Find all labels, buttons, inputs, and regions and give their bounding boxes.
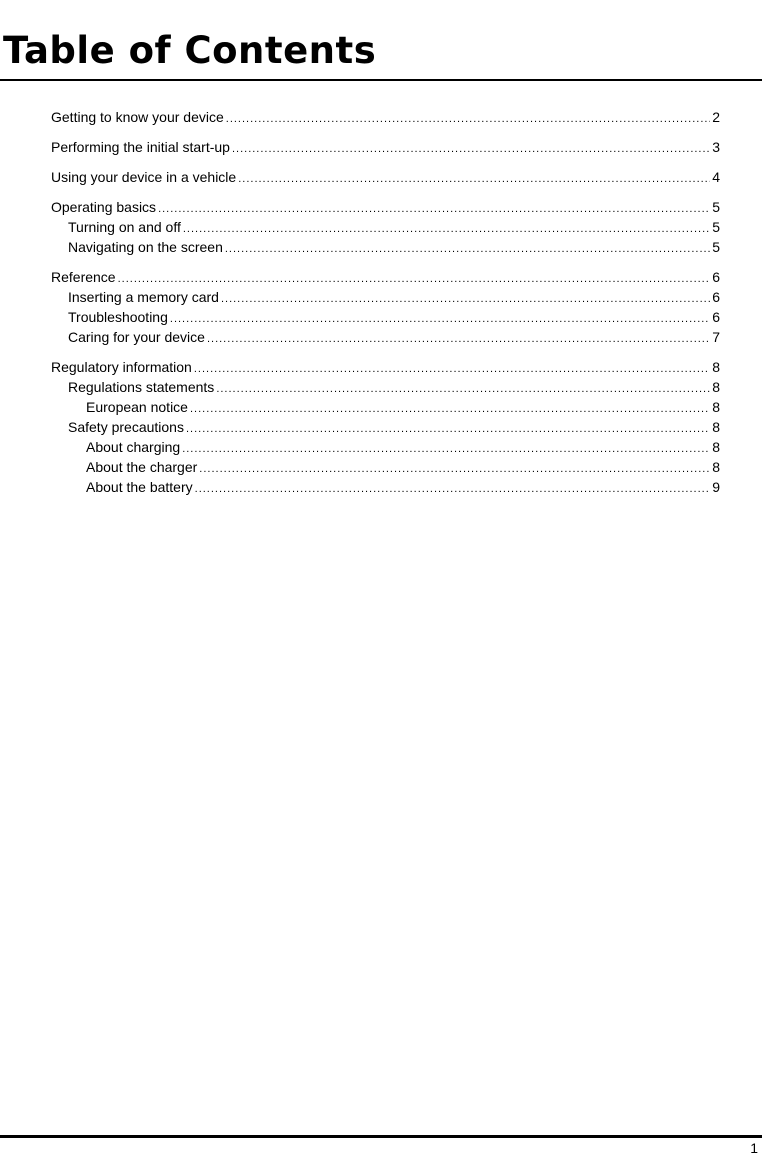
toc-entry-label: Turning on and off: [68, 219, 181, 235]
toc-entry[interactable]: [51, 167, 720, 187]
toc-entry-label: Using your device in a vehicle: [51, 169, 237, 185]
toc-entry-page: 4: [712, 169, 720, 185]
toc-entry[interactable]: [51, 457, 720, 477]
toc-entry-page: 8: [712, 419, 720, 435]
toc-entry-page: 6: [712, 309, 720, 325]
page-number: 1: [750, 1140, 758, 1156]
toc-entry-label: Navigating on the screen: [68, 239, 223, 255]
toc-entry-label: About charging: [86, 439, 181, 455]
toc-entry-page: 5: [712, 219, 720, 235]
toc-leader-dots: [186, 419, 710, 439]
toc-leader-dots: [232, 139, 710, 159]
toc-leader-dots: [183, 219, 710, 239]
toc-leader-dots: [190, 399, 710, 419]
toc-entry-page: 8: [712, 379, 720, 395]
toc-entry-label: About the battery: [86, 479, 193, 495]
toc-entry-label: Operating basics: [51, 199, 157, 215]
toc-entry-page: 6: [712, 269, 720, 285]
toc-entry[interactable]: [51, 327, 720, 347]
toc-entry-label: Troubleshooting: [68, 309, 168, 325]
toc-entry[interactable]: [51, 197, 720, 217]
toc-entry[interactable]: [51, 477, 720, 497]
toc-entry-page: 8: [712, 399, 720, 415]
toc-entry-label: Reference: [51, 269, 116, 285]
toc-entry-label: Safety precautions: [68, 419, 184, 435]
toc-leader-dots: [182, 439, 710, 459]
toc-leader-dots: [158, 199, 710, 219]
toc-entry[interactable]: [51, 377, 720, 397]
toc-entry-label: Inserting a memory card: [68, 289, 219, 305]
toc-entry-label: Regulations statements: [68, 379, 215, 395]
toc-entry-page: 2: [712, 109, 720, 125]
toc-entry[interactable]: [51, 137, 720, 157]
toc-entry[interactable]: [51, 217, 720, 237]
toc-entry[interactable]: [51, 437, 720, 457]
toc-entry-label: Getting to know your device: [51, 109, 224, 125]
toc-entry-label: Regulatory information: [51, 359, 192, 375]
toc-entry-page: 8: [712, 459, 720, 475]
toc-entry-label: About the charger: [86, 459, 198, 475]
toc-entry[interactable]: [51, 417, 720, 437]
toc-entry-label: Performing the initial start-up: [51, 139, 230, 155]
toc-leader-dots: [226, 109, 710, 129]
toc-entry-page: 5: [712, 199, 720, 215]
toc-leader-dots: [221, 289, 710, 309]
toc-entry[interactable]: [51, 107, 720, 127]
toc-entry[interactable]: [51, 307, 720, 327]
toc-leader-dots: [195, 479, 711, 499]
toc-entry[interactable]: [51, 267, 720, 287]
toc-entry-label: European notice: [86, 399, 188, 415]
toc-entry[interactable]: [51, 357, 720, 377]
toc-entry-page: 7: [712, 329, 720, 345]
toc-leader-dots: [225, 239, 710, 259]
toc-entry[interactable]: [51, 287, 720, 307]
table-of-contents: [51, 107, 720, 497]
toc-entry-page: 9: [712, 479, 720, 495]
title-divider: [0, 79, 762, 81]
toc-leader-dots: [194, 359, 710, 379]
toc-entry[interactable]: [51, 237, 720, 257]
toc-leader-dots: [216, 379, 710, 399]
footer-divider: [0, 1135, 762, 1138]
toc-leader-dots: [170, 309, 710, 329]
toc-leader-dots: [238, 169, 710, 189]
toc-entry-page: 5: [712, 239, 720, 255]
toc-leader-dots: [118, 269, 711, 289]
toc-entry-page: 3: [712, 139, 720, 155]
toc-leader-dots: [199, 459, 710, 479]
toc-entry-label: Caring for your device: [68, 329, 205, 345]
toc-entry-page: 6: [712, 289, 720, 305]
page-title: Table of Contents: [3, 29, 377, 72]
toc-entry-page: 8: [712, 359, 720, 375]
toc-leader-dots: [207, 329, 710, 349]
toc-entry-page: 8: [712, 439, 720, 455]
toc-entry[interactable]: [51, 397, 720, 417]
